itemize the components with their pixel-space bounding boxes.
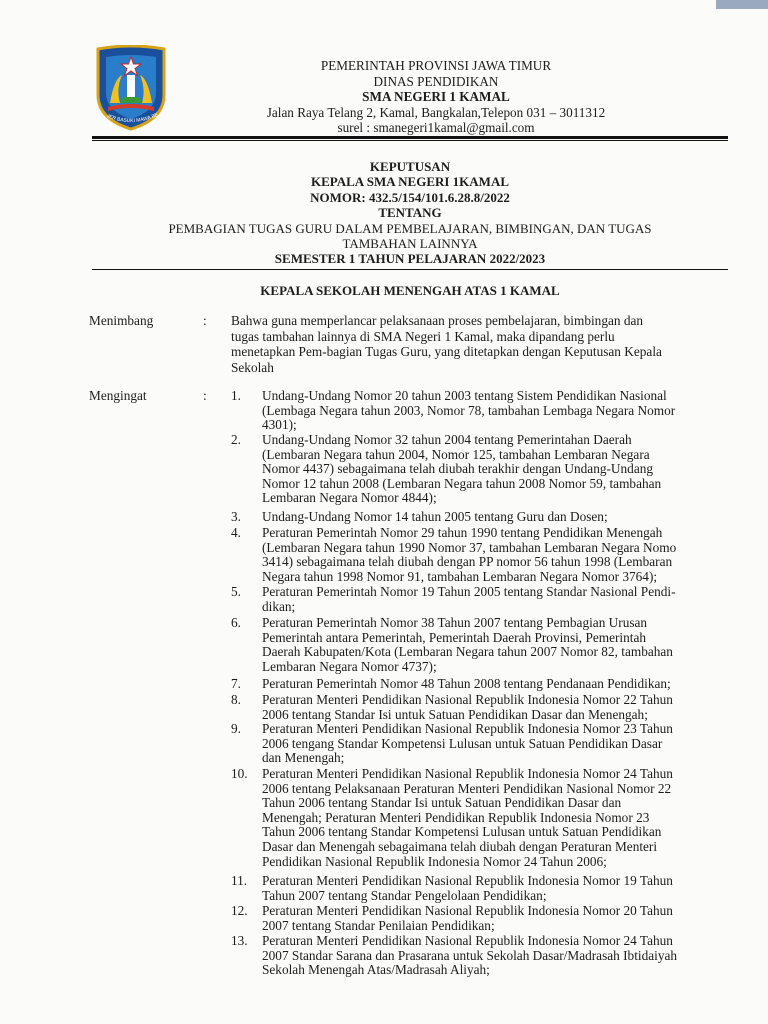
legal-basis-line: 2006 tentang Standar Isi untuk Satuan Pendidikan Dasar dan Menengah; — [262, 706, 648, 722]
decree-subject-line2: TAMBAHAN LAINNYA — [342, 236, 478, 252]
legal-basis-line: 2006 tengang Standar Kompetensi Lulusan untuk Satuan Pendidikan Dasar — [262, 735, 663, 751]
legal-basis-line: Tahun 2006 tentang Standar Kompetensi Lulusan untuk Satuan Pendidikan — [262, 824, 662, 840]
legal-basis-line: Peraturan Menteri Pendidikan Nasional Republik Indonesia Nomor 19 Tahun — [262, 873, 673, 888]
legal-basis-text — [262, 904, 744, 933]
legal-basis-line: Daerah Kabupaten/Kota (Lembaran Negara tahun 2007 Nomor 82, tambahan — [262, 644, 673, 660]
legal-basis-line: Lembaran Negara Nomor 4844); — [262, 490, 437, 506]
menimbang-line: tugas tambahan lainnya di SMA Negeri 1 Kamal, maka dipandang perlu — [231, 328, 615, 344]
legal-basis-line: Pemerintah antara Pemerintah, Pemerintah Daerah Provinsi, Pemerintah — [262, 629, 647, 645]
legal-basis-line: (Lembaran Negara tahun 2004, Nomor 125, tambahan Lembaran Negara — [262, 446, 650, 462]
mengingat-label: Mengingat — [89, 388, 147, 403]
legal-basis-number: 10. — [231, 766, 248, 781]
decree-about: TENTANG — [378, 205, 442, 221]
legal-basis-line: Peraturan Menteri Pendidikan Nasional Republik Indonesia Nomor 24 Tahun — [262, 766, 673, 781]
legal-basis-text — [262, 767, 744, 869]
legal-basis-line: dikan; — [262, 598, 296, 614]
legal-basis-text — [262, 526, 744, 584]
legal-basis-text — [262, 510, 744, 525]
legal-basis-line: Peraturan Menteri Pendidikan Nasional Republik Indonesia Nomor 22 Tahun — [262, 692, 673, 707]
legal-basis-text — [262, 722, 744, 766]
letterhead-department: DINAS PENDIDIKAN — [373, 73, 499, 89]
legal-basis-line: Undang-Undang Nomor 20 tahun 2003 tentang Sistem Pendidikan Nasional — [262, 388, 667, 403]
menimbang-label: Menimbang — [89, 313, 154, 328]
legal-basis-line: Menengah; Peraturan Menteri Pendidikan Republik Indonesia Nomor 23 — [262, 809, 650, 825]
legal-basis-text — [262, 677, 744, 692]
legal-basis-number: 3. — [231, 509, 241, 524]
legal-basis-line: Peraturan Menteri Pendidikan Nasional Republik Indonesia Nomor 24 Tahun — [262, 933, 673, 948]
menimbang-line: Sekolah — [231, 359, 274, 375]
letterhead-government: PEMERINTAH PROVINSI JAWA TIMUR — [320, 58, 552, 73]
legal-basis-line: dan Menengah; — [262, 750, 345, 766]
decree-period: SEMESTER 1 TAHUN PELAJARAN 2022/2023 — [274, 251, 546, 267]
menimbang-line: menetapkan Pem-bagian Tugas Guru, yang ditetapkan dengan Keputusan Kepala — [231, 344, 662, 359]
legal-basis-number: 5. — [231, 584, 241, 599]
letterhead-email: surel : smanegeri1kamal@gmail.com — [337, 120, 535, 135]
legal-basis-number: 1. — [231, 388, 241, 403]
legal-basis-line: Nomor 12 tahun 2008 (Lembaran Negara tahun 2008 Nomor 59, tambahan — [262, 475, 662, 491]
legal-basis-text — [262, 934, 744, 978]
legal-basis-line: Peraturan Pemerintah Nomor 19 Tahun 2005 tentang Standar Nasional Pendi- — [262, 584, 676, 599]
legal-basis-text — [262, 874, 744, 903]
legal-basis-line: Dasar dan Menengah sebagaimana telah diubah dengan Peraturan Menteri — [262, 838, 658, 854]
legal-basis-line: Undang-Undang Nomor 14 tahun 2005 tentang Guru dan Dosen; — [262, 509, 608, 524]
mengingat-colon: : — [203, 388, 207, 403]
legal-basis-line: Tahun 2006 tentang Standar Isi untuk Satuan Pendidikan Dasar dan — [262, 795, 622, 811]
legal-basis-line: 3414) sebagaimana telah diubah dengan PP nomor 56 tahun 1998 (Lembaran — [262, 554, 673, 570]
legal-basis-line: Sekolah Menengah Atas/Madrasah Aliyah; — [262, 962, 490, 978]
letterhead-thin-rule — [92, 140, 728, 141]
legal-basis-text — [262, 433, 744, 506]
legal-basis-text — [262, 616, 744, 674]
legal-basis-number: 7. — [231, 676, 241, 691]
legal-basis-number: 4. — [231, 525, 241, 540]
decree-title: KEPUTUSAN — [369, 159, 451, 174]
legal-basis-number: 12. — [231, 903, 248, 918]
legal-basis-line: Peraturan Pemerintah Nomor 29 tahun 1990 tentang Pendidikan Menengah — [262, 525, 663, 540]
letterhead-school: SMA NEGERI 1 KAMAL — [362, 89, 510, 104]
decree-title-block — [92, 159, 728, 267]
legal-basis-text — [262, 585, 744, 614]
menimbang-text — [231, 313, 741, 375]
letterhead-address: Jalan Raya Telang 2, Kamal, Bangkalan,Telepon 031 – 3011312 — [266, 104, 606, 120]
legal-basis-line: 2006 tentang Pelaksanaan Peraturan Menteri Pendidikan Nasional Nomor 22 — [262, 780, 672, 796]
scan-edge — [716, 0, 768, 9]
title-rule — [92, 269, 728, 270]
legal-basis-number: 9. — [231, 721, 241, 736]
decree-subject-line1: PEMBAGIAN TUGAS GURU DALAM PEMBELAJARAN, BIMBINGAN, DAN TUGAS — [168, 220, 652, 236]
legal-basis-line: Lembaran Negara Nomor 4737); — [262, 658, 437, 674]
legal-basis-text — [262, 389, 744, 433]
legal-basis-line: Pendidikan Nasional Republik Indonesia Nomor 24 Tahun 2006; — [262, 853, 607, 869]
menimbang-line: Bahwa guna memperlancar pelaksanaan proses pembelajaran, bimbingan dan — [231, 313, 644, 328]
legal-basis-number: 8. — [231, 692, 241, 707]
legal-basis-number: 11. — [231, 873, 248, 888]
legal-basis-line: Peraturan Menteri Pendidikan Nasional Republik Indonesia Nomor 20 Tahun — [262, 903, 673, 918]
legal-basis-line: Peraturan Pemerintah Nomor 48 Tahun 2008 tentang Pendanaan Pendidikan; — [262, 676, 671, 691]
menimbang-colon: : — [203, 313, 207, 328]
decree-issuer: KEPALA SMA NEGERI 1KAMAL — [310, 174, 510, 190]
legal-basis-line: Peraturan Menteri Pendidikan Nasional Republik Indonesia Nomor 23 Tahun — [262, 721, 673, 736]
legal-basis-line: Negara tahun 1998 Nomor 91, tambahan Lembaran Negara Nomor 3764); — [262, 568, 658, 584]
legal-basis-line: 2007 tentang Standar Penilaian Pendidikan; — [262, 917, 495, 933]
legal-basis-number: 13. — [231, 933, 248, 948]
legal-basis-line: Tahun 2007 tentang Standar Pengelolaan Pendidikan; — [262, 887, 547, 903]
legal-basis-line: (Lembaran Negara tahun 1990 Nomor 37, tambahan Lembaran Negara Nomo — [262, 539, 677, 555]
legal-basis-number: 2. — [231, 432, 241, 447]
legal-basis-line: (Lembaga Negara tahun 2003, Nomor 78, tambahan Lembaga Negara Nomor — [262, 402, 676, 418]
decree-number: NOMOR: 432.5/154/101.6.28.8/2022 — [310, 189, 510, 205]
letterhead — [210, 58, 662, 136]
letterhead-thick-rule — [92, 136, 728, 139]
east-java-emblem-logo — [92, 45, 170, 131]
legal-basis-line: Undang-Undang Nomor 32 tahun 2004 tentang Pemerintahan Daerah — [262, 432, 632, 447]
legal-basis-line: Peraturan Pemerintah Nomor 38 Tahun 2007 tentang Pembagian Urusan — [262, 615, 648, 630]
emblem-motto: JER BASUKI MAWA BE — [105, 112, 160, 125]
legal-basis-line: 4301); — [262, 417, 297, 433]
body-heading: KEPALA SEKOLAH MENENGAH ATAS 1 KAMAL — [260, 283, 560, 298]
legal-basis-line: Nomor 4437) sebagaimana telah diubah terakhir dengan Undang-Undang — [262, 461, 654, 477]
legal-basis-line: 2007 Standar Sarana dan Prasarana untuk Sekolah Dasar/Madrasah Ibtidaiyah — [262, 947, 678, 963]
legal-basis-number: 6. — [231, 615, 241, 630]
legal-basis-text — [262, 693, 744, 722]
